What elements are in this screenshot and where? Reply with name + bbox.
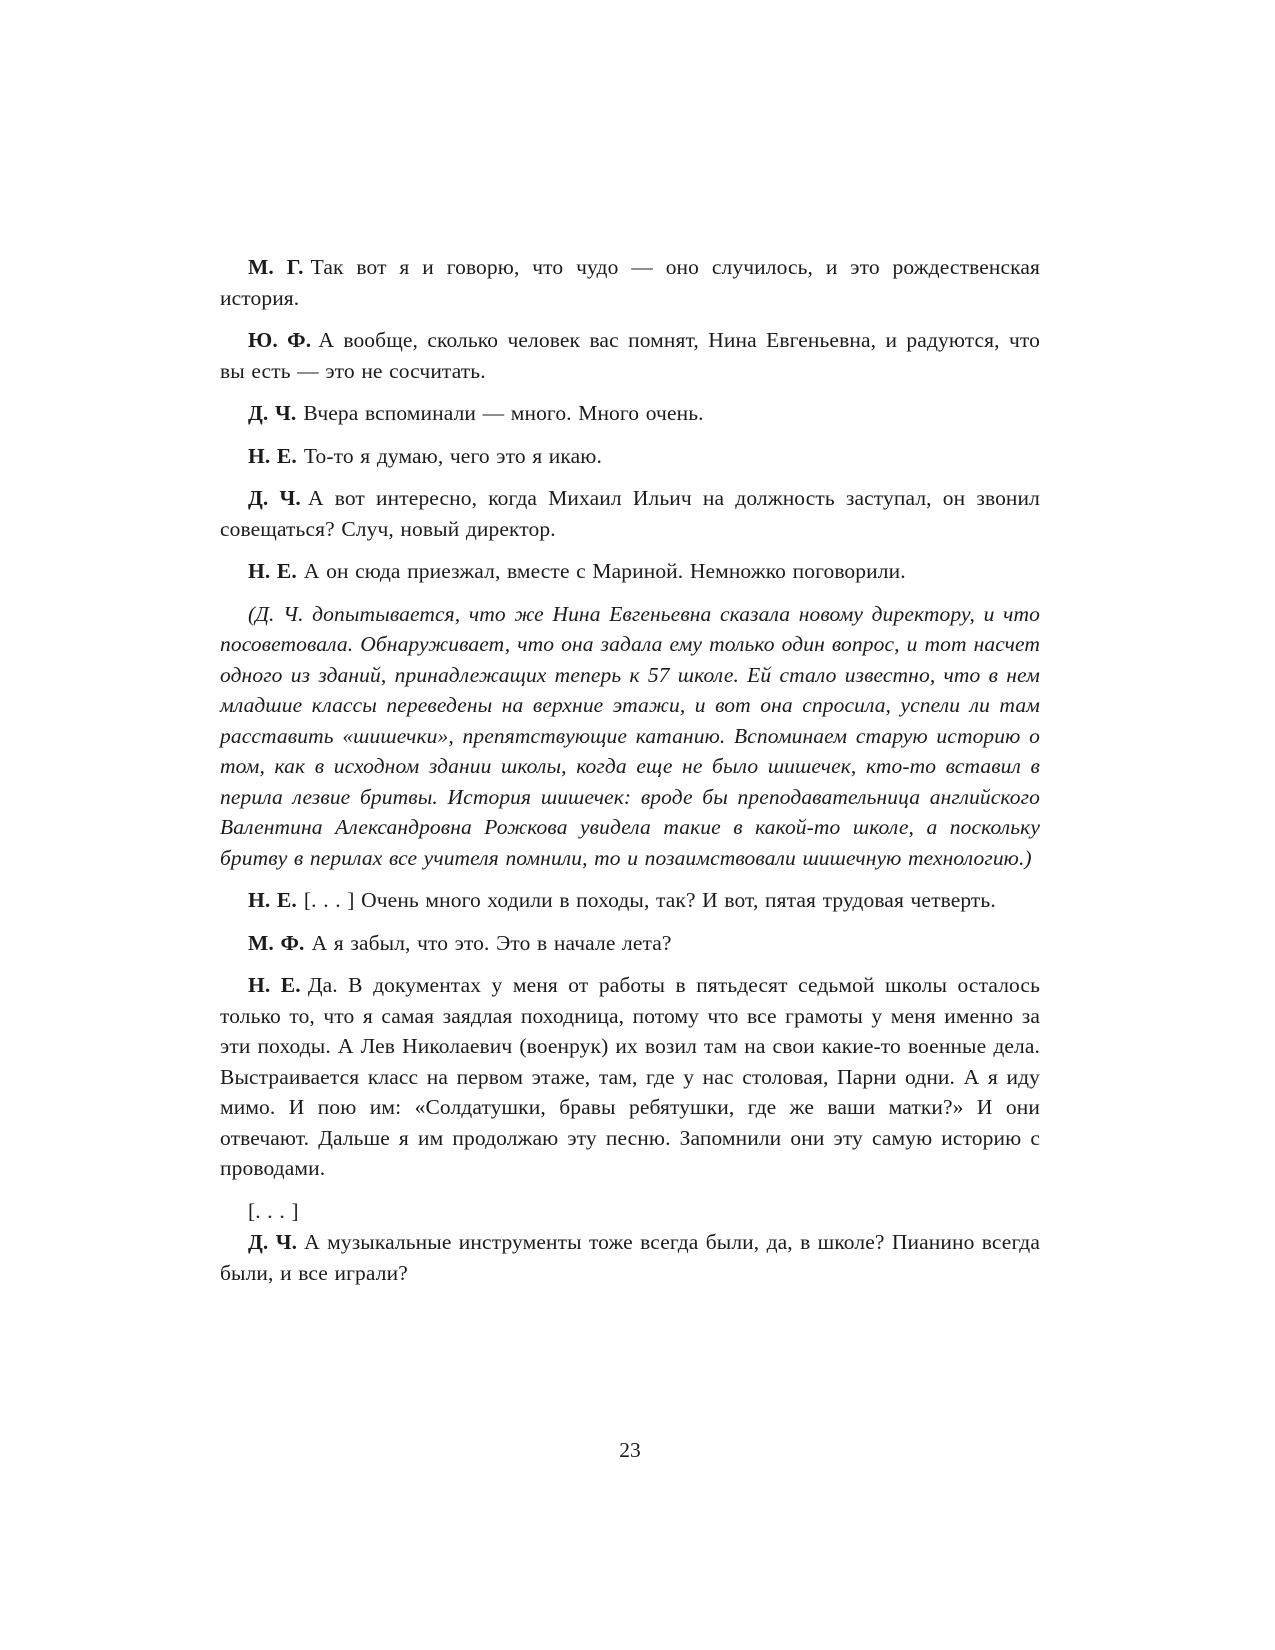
speaker-label: Д. Ч.: [248, 486, 301, 510]
paragraph-text: [. . . ] Очень много ходили в походы, так? И вот, пятая трудовая четверть.: [303, 888, 996, 912]
speaker-label: М. Г.: [248, 255, 304, 279]
paragraph-text: Так вот я и говорю, что чудо — оно случилось, и это рождественская история.: [220, 255, 1040, 310]
paragraph-text: А вот интересно, когда Михаил Ильич на должность заступал, он звонил совещаться? Случ, новый директор.: [220, 486, 1041, 541]
speaker-label: Н. Е.: [248, 559, 297, 583]
speaker-label: М. Ф.: [248, 930, 305, 955]
speaker-label: Н. Е.: [248, 443, 297, 468]
paragraph-text: А я забыл, что это. Это в начале лета?: [311, 930, 672, 955]
stage-direction-paragraph: [220, 599, 1040, 874]
dialogue-paragraph: [220, 483, 1040, 544]
page-number: 23: [619, 1438, 641, 1462]
speaker-label: Д. Ч.: [248, 1230, 298, 1254]
paragraph-text: [. . . ]: [248, 1198, 299, 1223]
dialogue-paragraph: [220, 398, 1040, 429]
dialogue-paragraph: [220, 252, 1040, 313]
text-block: [220, 252, 1040, 1288]
speaker-label: Н. Е.: [248, 888, 297, 912]
speaker-label: Н. Е.: [248, 973, 301, 997]
paragraph-text: Вчера вспоминали — много. Много очень.: [303, 401, 704, 425]
dialogue-paragraph: [220, 885, 1040, 916]
dialogue-paragraph: [220, 441, 1040, 472]
dialogue-paragraph: [220, 970, 1040, 1184]
paragraph-text: То-то я думаю, чего это я икаю.: [303, 443, 602, 468]
paragraph-text: А музыкальные инструменты тоже всегда были, да, в школе? Пианино всегда были, и все играли?: [220, 1230, 1040, 1285]
paragraph-text: А вообще, сколько человек вас помнят, Нина Евгеньевна, и радуются, что вы есть — это не сосчитать.: [220, 328, 1040, 383]
dialogue-paragraph: [220, 556, 1040, 587]
speaker-label: Ю. Ф.: [248, 328, 312, 352]
ellipsis-paragraph: [220, 1196, 1040, 1227]
dialogue-paragraph: [220, 928, 1040, 959]
paragraph-text: (Д. Ч. допытывается, что же Нина Евгеньевна сказала новому директору, и что посоветовала. Обнаруживает, что она задала ему только один вопрос, и тот насчет одного из зданий, принадлежащих теперь к 57 школе. Ей стало известно, что в нем младшие классы переведены на верхние этажи, и вот она спросила, успели ли там расставить «шишечки», препятствующие катанию. Вспоминаем старую историю о том, как в исходном здании школы, когда еще не было шишечек, кто-то вставил в перила лезвие бритвы. История шишечек: вроде бы преподавательница английского Валентина Александровна Рожкова увидела такие в какой-то школе, а поскольку бритву в перилах все учителя помнили, то и позаимствовали шишечную технологию.): [220, 601, 1040, 870]
paragraph-text: Да. В документах у меня от работы в пятьдесят седьмой школы осталось только то, что я самая заядлая походница, потому что все грамоты у меня именно за эти походы. А Лев Николаевич (военрук) их возил там на свои какие-то военные дела. Выстраивается класс на первом этаже, там, где у нас столовая, Парни одни. А я иду мимо. И пою им: «Солдатушки, бравы ребятушки, где же ваши матки?» И они отвечают. Дальше я им продолжаю эту песню. Запомнили они эту самую историю с проводами.: [220, 973, 1040, 1180]
speaker-label: Д. Ч.: [248, 401, 297, 425]
dialogue-paragraph: [220, 325, 1040, 386]
paragraph-text: А он сюда приезжал, вместе с Мариной. Немножко поговорили.: [303, 559, 906, 583]
dialogue-paragraph: [220, 1227, 1040, 1288]
